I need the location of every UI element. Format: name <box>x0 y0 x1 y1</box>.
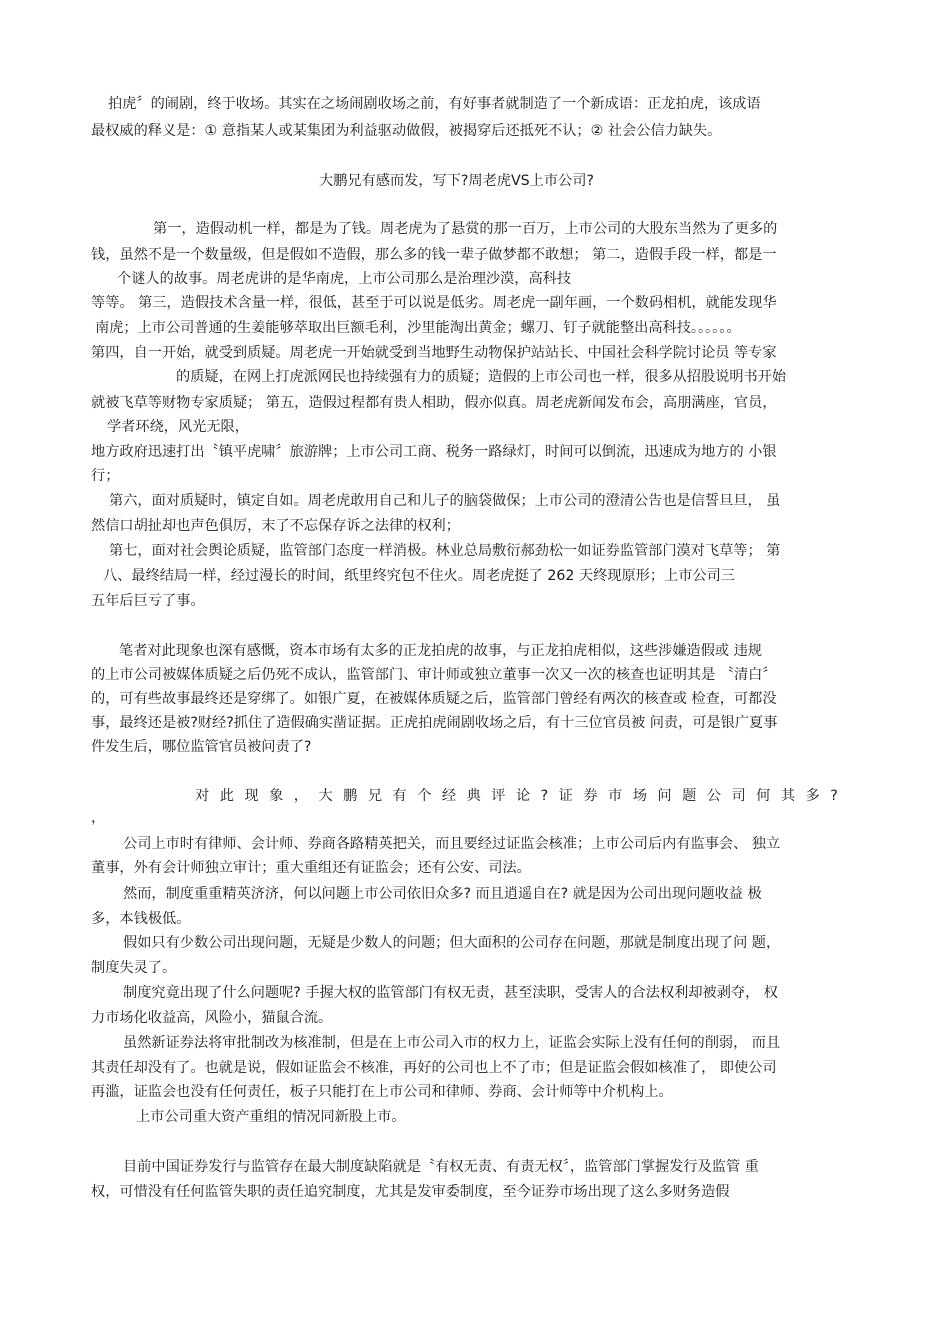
text-line: 然信口胡扯却也声色俱厉，末了不忘保存诉之法律的权利； <box>91 518 460 534</box>
text-line: 五年后巨亏了事。 <box>91 593 205 609</box>
section-heading: 大鹏兄有感而发，写下?周老虎VS上市公司? <box>319 173 594 189</box>
text-line: 就被飞草等财物专家质疑； 第五，造假过程都有贵人相助，假亦似真。周老虎新闻发布会，高朋满座，官员， <box>91 395 777 411</box>
text-line: 个谜人的故事。周老虎讲的是华南虎，上市公司那么是治理沙漠，高科技 <box>117 271 572 287</box>
text-line: 其责任却没有了。也就是说，假如证监会不核准，再好的公司也上不了市；但是证监会假如核准了， 即使公司 <box>91 1060 777 1076</box>
text-line: 地方政府迅速打出〝镇平虎啸〞旅游牌；上市公司工商、税务一路绿灯，时间可以倒流，迅速成为地方的 小银 <box>91 444 777 460</box>
text-line: 件发生后，哪位监管官员被问责了? <box>91 739 312 755</box>
text-line: 第六，面对质疑时，镇定自如。周老虎敢用自己和儿子的脑袋做保；上市公司的澄清公告也是信誓旦旦， 虽 <box>109 493 781 509</box>
text-line: 八、最终结局一样，经过漫长的时间，纸里终究包不住火。周老虎挺了 262 天终现原形；上市公司三 <box>103 568 735 584</box>
text-line: 行； <box>91 468 120 484</box>
text-line: 董事，外有会计师独立审计；重大重组还有证监会；还有公安、司法。 <box>91 860 531 876</box>
text-line: 最权威的释义是：① 意指某人或某集团为利益驱动做假，被揭穿后还抵死不认；② 社会公信力缺失。 <box>91 123 722 139</box>
text-line: 笔者对此现象也深有感慨，资本市场有太多的正龙拍虎的故事，与正龙拍虎相似，这些涉嫌造假或 违规 <box>119 643 762 659</box>
text-line: 第七，面对社会舆论质疑，监管部门态度一样消极。林业总局敷衍郝劲松一如证券监管部门漠对飞草等； 第 <box>109 543 781 559</box>
text-line: 力市场化收益高，风险小，猫鼠合流。 <box>91 1010 333 1026</box>
text-line: 假如只有少数公司出现问题，无疑是少数人的问题；但大面积的公司存在问题，那就是制度出现了问 题， <box>123 935 781 951</box>
text-line: 钱，虽然不是一个数量级，但是假如不造假，那么多的钱一辈子做梦都不敢想； 第二，造假手段一样，都是一 <box>91 247 777 263</box>
text-line: 第四，自一开始，就受到质疑。周老虎一开始就受到当地野生动物保护站站长、中国社会科学院讨论员 等专家 <box>91 345 777 361</box>
text-line: 第一，造假动机一样，都是为了钱。周老虎为了悬赏的那一百万，上市公司的大股东当然为了更多的 <box>153 221 778 237</box>
text-line: 的质疑，在网上打虎派网民也持续强有力的质疑；造假的上市公司也一样，很多从招股说明书开始 <box>176 369 787 385</box>
text-line: 权，可惜没有任何监管失职的责任追究制度，尤其是发审委制度，至今证券市场出现了这么多财务造假 <box>91 1184 730 1200</box>
text-line: 公司上市时有律师、会计师、券商各路精英把关，而且要经过证监会核准；上市公司后内有监事会、 独立 <box>123 836 781 852</box>
text-line: 制度究竟出现了什么问题呢? 手握大权的监管部门有权无责，甚至渎职，受害人的合法权利却被剥夺， 权 <box>123 985 778 1001</box>
text-line: 目前中国证券发行与监管存在最大制度缺陷就是〝有权无责、有责无权〞，监管部门掌握发行及监管 重 <box>123 1159 759 1175</box>
text-line: 的，可有些故事最终还是穿绑了。如银广夏，在被媒体质疑之后，监管部门曾经有两次的核查或 检查，可都没 <box>91 691 777 707</box>
text-line: ， <box>91 810 106 826</box>
text-line: 虽然新证券法将审批制改为核准制，但是在上市公司入市的权力上，证监会实际上没有任何的削弱， 而且 <box>123 1035 781 1051</box>
section-heading: 对此现象，大鹏兄有个经典评论?证券市场问题公司何其多? <box>195 788 849 804</box>
text-line: 再滥，证监会也没有任何责任，板子只能打在上市公司和律师、券商、会计师等中介机构上。 <box>91 1084 673 1100</box>
text-line: 然而，制度重重精英济济，何以问题上市公司依旧众多? 而且逍遥自在? 就是因为公司出现问题收益 极 <box>123 886 762 902</box>
text-line: 南虎；上市公司普通的生姜能够萃取出巨额毛利，沙里能淘出黄金；螺刀、钉子就能整出高科技。。。。。。 <box>95 320 741 336</box>
text-line: 制度失灵了。 <box>91 960 177 976</box>
text-line: 等等。 第三，造假技术含量一样，很低，甚至于可以说是低劣。周老虎一副年画，一个数码相机，就能发现华 <box>91 295 777 311</box>
text-line: 拍虎〞的闹剧，终于收场。其实在之场闹剧收场之前，有好事者就制造了一个新成语：正龙拍虎，该成语 <box>108 96 761 112</box>
text-line: 上市公司重大资产重组的情况同新股上市。 <box>136 1109 406 1125</box>
text-line: 多，本钱极低。 <box>91 911 191 927</box>
text-line: 的上市公司被媒体质疑之后仍死不成认，监管部门、审计师或独立董事一次又一次的核查也证明其是 〝清白〞 <box>91 667 777 683</box>
text-line: 事，最终还是被?财经?抓住了造假确实凿证据。正虎拍虎闹剧收场之后，有十三位官员被 问责，可是银广夏事 <box>91 715 778 731</box>
text-line: 学者环绕，风光无限， <box>107 419 249 435</box>
